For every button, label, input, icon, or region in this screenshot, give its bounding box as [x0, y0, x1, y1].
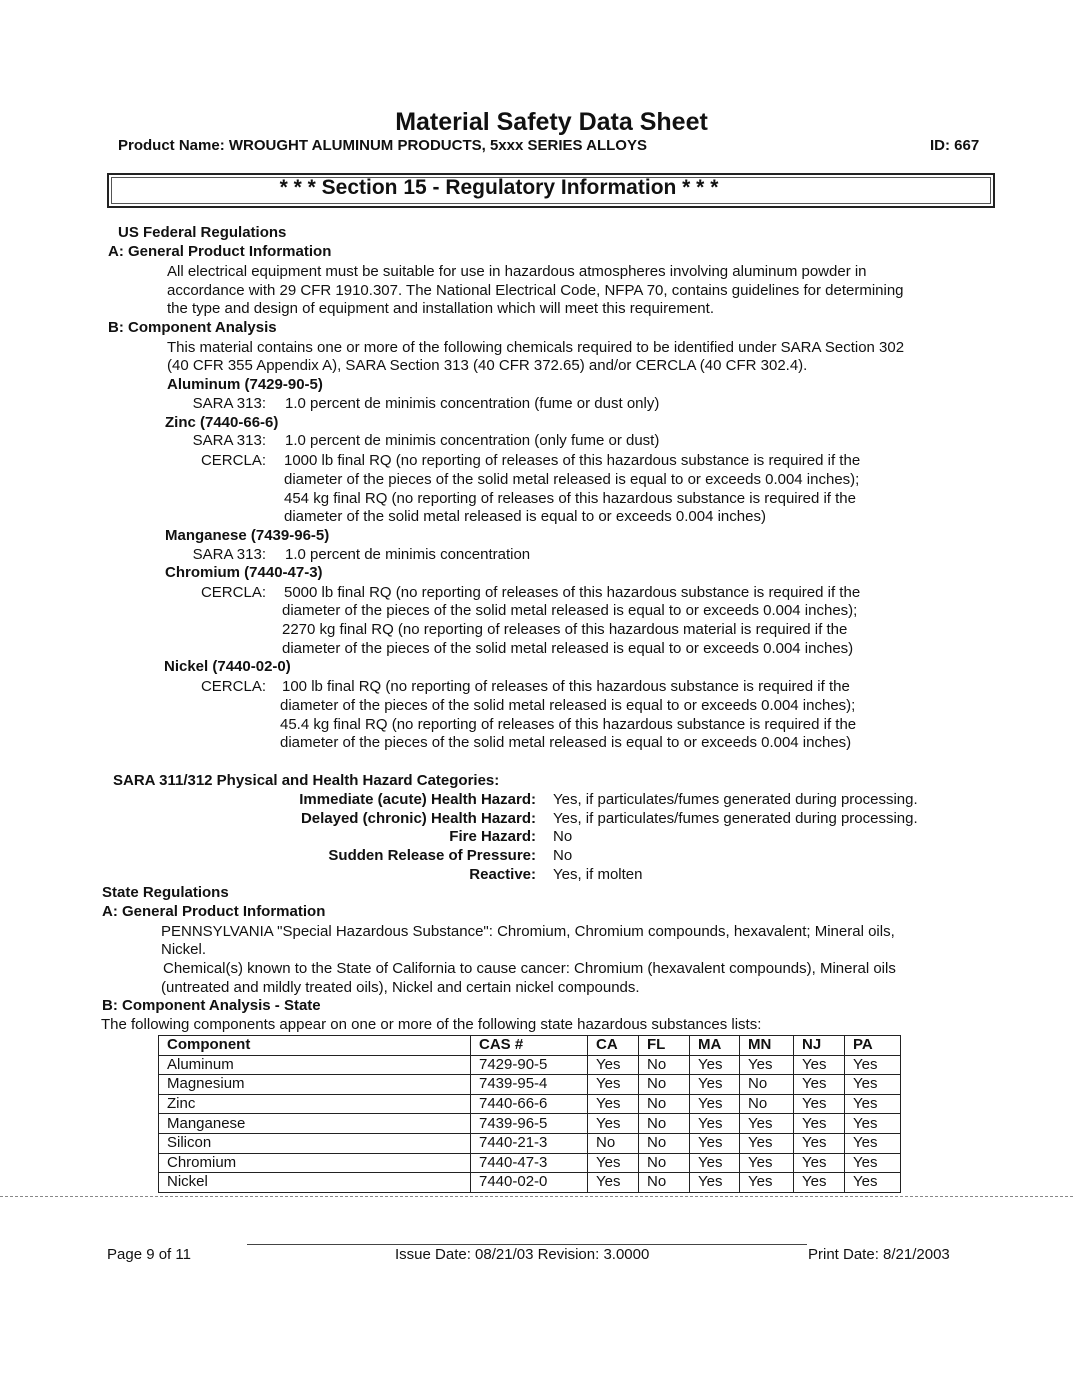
table-cell: Yes	[845, 1114, 901, 1134]
cercla-line: 1000 lb final RQ (no reporting of releases of this hazardous substance is required if the	[284, 452, 861, 469]
table-cell: Yes	[740, 1114, 794, 1134]
table-cell: No	[639, 1114, 690, 1134]
table-cell: Yes	[794, 1114, 845, 1134]
table-cell: No	[639, 1075, 690, 1095]
table-cell: Yes	[794, 1133, 845, 1153]
cercla-line: diameter of the pieces of the solid metal released is equal to or exceeds 0.004 inches)	[282, 640, 854, 657]
table-cell: Zinc	[159, 1094, 471, 1114]
hazard-value: Yes, if particulates/fumes generated during processing.	[553, 791, 918, 808]
table-cell: Yes	[794, 1173, 845, 1193]
product-name: WROUGHT ALUMINUM PRODUCTS, 5xxx SERIES ALLOYS	[228, 137, 647, 154]
column-header: Component	[159, 1036, 471, 1056]
cercla-label: CERCLA:	[200, 584, 266, 601]
hazard-label: Delayed (chronic) Health Hazard:	[300, 810, 536, 827]
component-manganese: Manganese (7439-96-5)	[165, 527, 330, 544]
table-cell: 7440-02-0	[471, 1173, 588, 1193]
table-cell: No	[639, 1173, 690, 1193]
cercla-line: 454 kg final RQ (no reporting of releases of this hazardous substance is required if the	[284, 490, 856, 507]
column-header: CA	[588, 1036, 639, 1056]
column-header: NJ	[794, 1036, 845, 1056]
table-cell: No	[639, 1133, 690, 1153]
state-pa-line: PENNSYLVANIA "Special Hazardous Substance": Chromium, Chromium compounds, hexavalent; Mineral oils,	[161, 923, 895, 940]
table-header-row	[159, 1036, 901, 1056]
column-header: MA	[690, 1036, 740, 1056]
hazard-label: Reactive:	[469, 866, 536, 883]
table-cell: No	[639, 1055, 690, 1075]
table-cell: 7429-90-5	[471, 1055, 588, 1075]
table-cell: Yes	[690, 1114, 740, 1134]
cercla-label: CERCLA:	[200, 678, 266, 695]
table-row	[159, 1094, 901, 1114]
sara-label: SARA 313:	[192, 432, 266, 449]
table-cell: 7440-47-3	[471, 1153, 588, 1173]
table-row	[159, 1153, 901, 1173]
table-cell: Yes	[588, 1055, 639, 1075]
table-cell: Yes	[740, 1055, 794, 1075]
table-cell: No	[639, 1153, 690, 1173]
table-cell: Yes	[794, 1075, 845, 1095]
table-cell: Yes	[794, 1094, 845, 1114]
table-cell: Yes	[740, 1153, 794, 1173]
state-a-heading: A: General Product Information	[102, 903, 326, 920]
product-name-line	[118, 137, 647, 154]
column-header: MN	[740, 1036, 794, 1056]
section-title: * * * Section 15 - Regulatory Information * * *	[279, 176, 719, 199]
state-lists-table	[158, 1035, 901, 1193]
document-title: Material Safety Data Sheet	[395, 108, 708, 136]
table-cell: Aluminum	[159, 1055, 471, 1075]
table-cell: 7440-21-3	[471, 1133, 588, 1153]
table-cell: 7439-95-4	[471, 1075, 588, 1095]
state-ca-line: (untreated and mildly treated oils), Nickel and certain nickel compounds.	[161, 979, 640, 996]
cercla-label: CERCLA:	[200, 452, 266, 469]
federal-a-line: accordance with 29 CFR 1910.307. The National Electrical Code, NFPA 70, contains guidelines for determining	[167, 282, 904, 299]
hazard-label: Sudden Release of Pressure:	[328, 847, 536, 864]
sara-value: 1.0 percent de minimis concentration	[285, 546, 531, 563]
table-cell: Nickel	[159, 1173, 471, 1193]
column-header: FL	[639, 1036, 690, 1056]
sara311-heading: SARA 311/312 Physical and Health Hazard Categories:	[113, 772, 500, 789]
table-cell: Yes	[690, 1094, 740, 1114]
table-cell: Chromium	[159, 1153, 471, 1173]
footer-rule	[247, 1244, 807, 1245]
hazard-label: Immediate (acute) Health Hazard:	[299, 791, 536, 808]
component-chromium: Chromium (7440-47-3)	[165, 564, 323, 581]
federal-b-heading: B: Component Analysis	[108, 319, 277, 336]
cercla-line: 5000 lb final RQ (no reporting of releases of this hazardous substance is required if the	[284, 584, 861, 601]
federal-a-heading: A: General Product Information	[108, 243, 332, 260]
table-cell: No	[740, 1094, 794, 1114]
cercla-line: diameter of the solid metal released is equal to or exceeds 0.004 inches)	[284, 508, 766, 525]
table-cell: Yes	[588, 1075, 639, 1095]
federal-a-line: All electrical equipment must be suitable for use in hazardous atmospheres involving aluminum powder in	[167, 263, 867, 280]
state-intro: The following components appear on one or more of the following state hazardous substances lists:	[101, 1016, 762, 1033]
sara-value: 1.0 percent de minimis concentration (only fume or dust)	[285, 432, 660, 449]
federal-a-line: the type and design of equipment and installation which will meet this requirement.	[167, 300, 714, 317]
table-cell: No	[639, 1094, 690, 1114]
component-nickel: Nickel (7440-02-0)	[164, 658, 291, 675]
issue-date: Issue Date: 08/21/03 Revision: 3.0000	[395, 1246, 650, 1263]
column-header: PA	[845, 1036, 901, 1056]
hazard-label: Fire Hazard:	[449, 828, 536, 845]
cercla-line: 45.4 kg final RQ (no reporting of releases of this hazardous substance is required if the	[280, 716, 857, 733]
table-cell: Yes	[794, 1153, 845, 1173]
table-cell: Silicon	[159, 1133, 471, 1153]
table-cell: Yes	[740, 1133, 794, 1153]
table-cell: No	[588, 1133, 639, 1153]
table-cell: Yes	[690, 1075, 740, 1095]
table-cell: Yes	[690, 1055, 740, 1075]
page-number: Page 9 of 11	[107, 1246, 191, 1263]
hazard-value: No	[553, 828, 573, 845]
table-row	[159, 1055, 901, 1075]
cercla-line: diameter of the pieces of the solid metal released is equal to or exceeds 0.004 inches)	[280, 734, 852, 751]
table-cell: Yes	[588, 1094, 639, 1114]
cercla-line: diameter of the pieces of the solid metal released is equal to or exceeds 0.004 inches);	[282, 602, 858, 619]
table-cell: Yes	[845, 1173, 901, 1193]
cercla-line: 2270 kg final RQ (no reporting of releases of this hazardous material is required if the	[282, 621, 848, 638]
state-pa-line: Nickel.	[161, 941, 207, 958]
federal-b-line: This material contains one or more of the following chemicals required to be identified under SARA Section 302	[167, 339, 905, 356]
table-row	[159, 1075, 901, 1095]
table-cell: Yes	[690, 1153, 740, 1173]
state-ca-line: Chemical(s) known to the State of California to cause cancer: Chromium (hexavalent compounds), Mineral oils	[163, 960, 896, 977]
document-id: ID: 667	[930, 137, 980, 154]
table-cell: Yes	[588, 1173, 639, 1193]
table-cell: Yes	[588, 1153, 639, 1173]
sara-value: 1.0 percent de minimis concentration (fume or dust only)	[285, 395, 660, 412]
table-cell: Yes	[845, 1094, 901, 1114]
federal-heading: US Federal Regulations	[118, 224, 287, 241]
page-divider	[0, 1196, 1073, 1197]
table-cell: Yes	[794, 1055, 845, 1075]
federal-b-line: (40 CFR 355 Appendix A), SARA Section 313 (40 CFR 372.65) and/or CERCLA (40 CFR 302.4).	[167, 357, 808, 374]
table-cell: Yes	[588, 1114, 639, 1134]
column-header: CAS #	[471, 1036, 588, 1056]
table-cell: Yes	[740, 1173, 794, 1193]
cercla-line: diameter of the pieces of the solid metal released is equal to or exceeds 0.004 inches);	[280, 697, 856, 714]
hazard-value: No	[553, 847, 573, 864]
sara-label: SARA 313:	[192, 546, 266, 563]
hazard-value: Yes, if particulates/fumes generated during processing.	[553, 810, 918, 827]
table-cell: Yes	[845, 1153, 901, 1173]
table-cell: 7440-66-6	[471, 1094, 588, 1114]
component-zinc: Zinc (7440-66-6)	[165, 414, 279, 431]
table-cell: Yes	[845, 1133, 901, 1153]
product-name-label: Product Name:	[118, 137, 225, 154]
table-cell: Yes	[845, 1075, 901, 1095]
component-aluminum: Aluminum (7429-90-5)	[167, 376, 323, 393]
table-cell: Manganese	[159, 1114, 471, 1134]
print-date: Print Date: 8/21/2003	[808, 1246, 950, 1263]
state-heading: State Regulations	[102, 884, 229, 901]
table-cell: Yes	[690, 1133, 740, 1153]
sara-label: SARA 313:	[192, 395, 266, 412]
cercla-line: diameter of the pieces of the solid metal released is equal to or exceeds 0.004 inches);	[284, 471, 860, 488]
table-row	[159, 1114, 901, 1134]
table-row	[159, 1173, 901, 1193]
cercla-line: 100 lb final RQ (no reporting of releases of this hazardous substance is required if the	[282, 678, 850, 695]
table-cell: Yes	[845, 1055, 901, 1075]
table-cell: 7439-96-5	[471, 1114, 588, 1134]
table-cell: Magnesium	[159, 1075, 471, 1095]
state-b-heading: B: Component Analysis - State	[102, 997, 321, 1014]
hazard-value: Yes, if molten	[553, 866, 643, 883]
table-cell: Yes	[690, 1173, 740, 1193]
table-row	[159, 1133, 901, 1153]
table-cell: No	[740, 1075, 794, 1095]
